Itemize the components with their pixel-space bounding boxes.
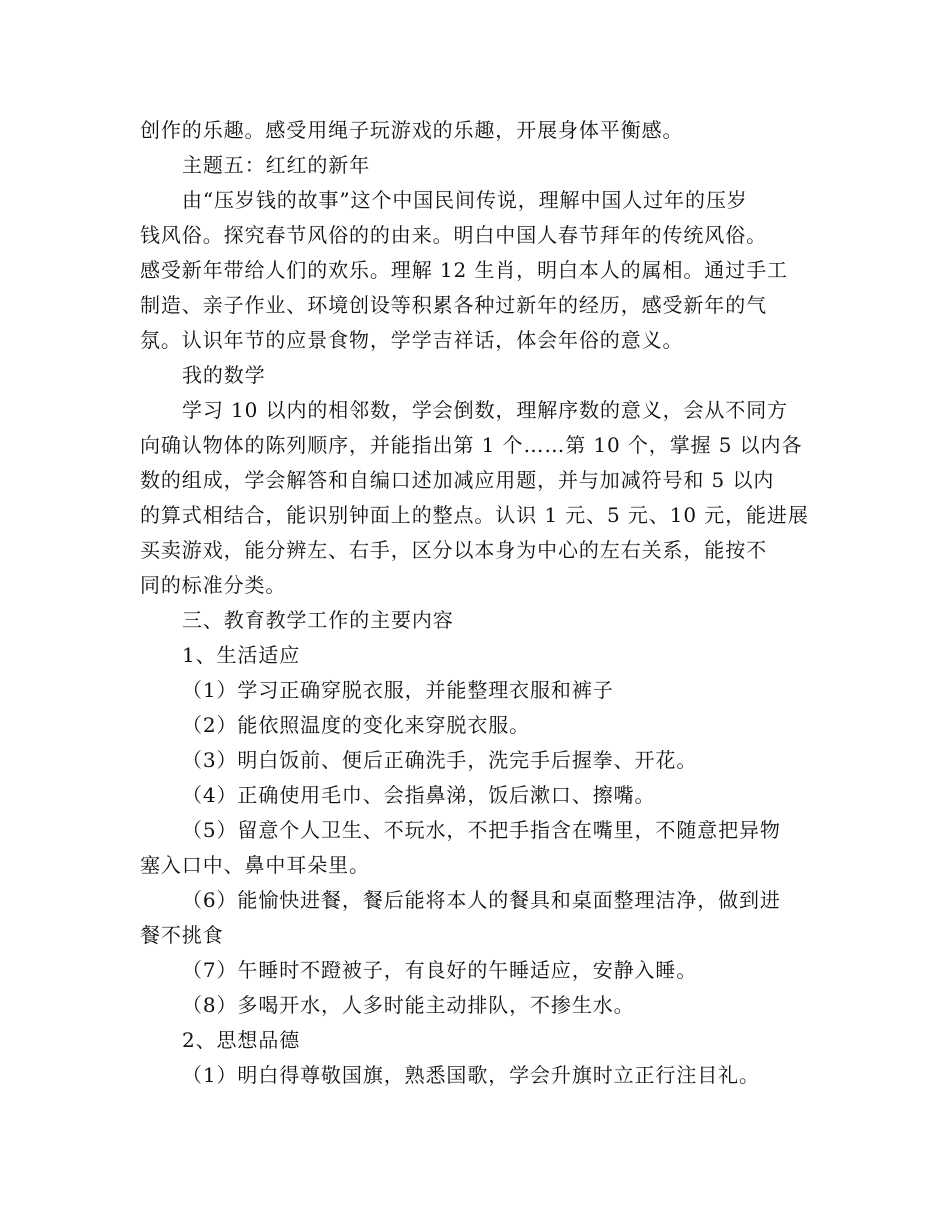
body-text-line: 感受新年带给人们的欢乐。理解 12 生肖，明白本人的属相。通过手工 [140,258,788,282]
body-text-line: 氛。认识年节的应景食物，学学吉祥话，体会年俗的意义。 [140,328,684,352]
list-item-continuation: 塞入口中、鼻中耳朵里。 [140,853,370,877]
list-item: （4）正确使用毛巾、会指鼻涕，饭后漱口、擦嘴。 [182,783,656,807]
body-text-line: 制造、亲子作业、环境创设等积累各种过新年的经历，感受新年的气 [140,293,767,317]
list-item: （1）明白得尊敬国旗，熟悉国歌，学会升旗时立正行注目礼。 [182,1063,760,1087]
body-text-line: 向确认物体的陈列顺序，并能指出第 1 个……第 10 个，掌握 5 以内各 [140,433,803,457]
list-item: （6）能愉快进餐，餐后能将本人的餐具和桌面整理洁净，做到进 [182,888,781,912]
list-item: （3）明白饭前、便后正确洗手，洗完手后握拳、开花。 [182,748,698,772]
list-item-continuation: 餐不挑食 [140,923,224,947]
my-math-heading: 我的数学 [182,363,266,387]
body-text-line: 同的标准分类。 [140,573,287,597]
body-text-line: 创作的乐趣。感受用绳子玩游戏的乐趣，开展身体平衡感。 [140,118,684,142]
body-text-line: 数的组成，学会解答和自编口述加减应用题，并与加减符号和 5 以内 [140,468,775,492]
list-item: （8）多喝开水，人多时能主动排队，不掺生水。 [182,993,635,1017]
theme-five-heading: 主题五：红红的新年 [182,153,371,177]
list-item: （1）学习正确穿脱衣服，并能整理衣服和裤子 [182,678,614,702]
body-text-line: 学习 10 以内的相邻数，学会倒数，理解序数的意义，会从不同方 [182,398,789,422]
body-text-line: 由“压岁钱的故事”这个中国民间传说，理解中国人过年的压岁 [182,188,748,212]
body-text-line: 买卖游戏，能分辨左、右手，区分以本身为中心的左右关系，能按不 [140,538,767,562]
body-text-line: 的算式相结合，能识别钟面上的整点。认识 1 元、5 元、10 元，能进展 [140,503,809,527]
section-three-heading: 三、教育教学工作的主要内容 [182,608,454,632]
list-item: （2）能依照温度的变化来穿脱衣服。 [182,713,531,737]
moral-education-heading: 2、思想品德 [182,1028,301,1052]
body-text-line: 钱风俗。探究春节风俗的的由来。明白中国人春节拜年的传统风俗。 [140,223,767,247]
list-item: （5）留意个人卫生、不玩水，不把手指含在嘴里，不随意把异物 [182,818,781,842]
life-adaptation-heading: 1、生活适应 [182,643,301,667]
list-item: （7）午睡时不蹬被子，有良好的午睡适应，安静入睡。 [182,958,698,982]
